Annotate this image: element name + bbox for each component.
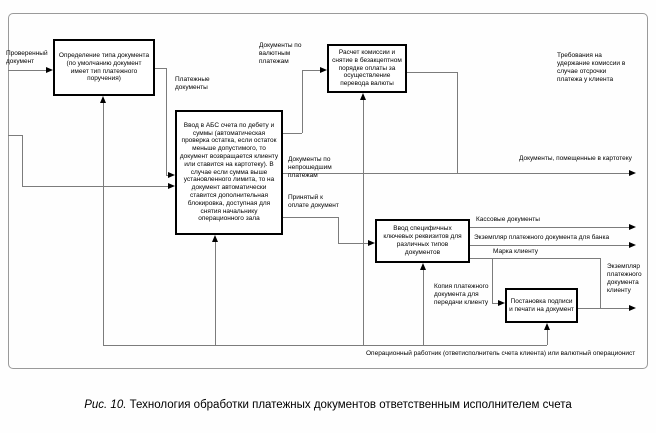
connector-cash-docs (470, 227, 630, 228)
box-define-type: Определение типа документа (по умолчанию документ имеет тип платежного поручения) (53, 39, 155, 96)
label-card-file-docs: Документы, помещенные в картотеку (519, 155, 632, 162)
label-cash-docs: Кассовые документы (476, 216, 540, 223)
label-checked-doc: Проверенный документ (6, 50, 48, 66)
box-key-requisites: Ввод специфичных ключевых реквизитов для различных типов документов (375, 219, 470, 263)
box-commission-calc: Расчет комиссии и снятие в безакцептном порядке оплаты за осуществление перевода валюты (327, 44, 407, 93)
figure-caption-text: Технология обработки платежных документов ответственным исполнителем счета (129, 399, 572, 411)
arrowhead-mech-commission (360, 93, 366, 100)
arrowhead-into-key-requisites (368, 240, 375, 246)
figure-caption-number: Рис. 10. (84, 399, 127, 411)
arrowhead-into-commission (320, 67, 327, 73)
arrowhead-into-define-type (46, 67, 53, 73)
connector-mech-d (423, 269, 424, 345)
figure-caption (0, 399, 656, 411)
connector-c-out-1 (407, 72, 457, 73)
arrowhead-client-copy-out (629, 305, 636, 311)
connector-a-to-b-2 (166, 68, 167, 175)
arrowhead-into-sign-stamp (498, 300, 505, 306)
arrowhead-mech-define-type (100, 96, 106, 103)
label-commission-req: Требования на удержание комиссии в случае отсрочки платежа у клиента (557, 52, 626, 84)
connector-b-to-d-1 (283, 217, 338, 218)
connector-mech-c (363, 99, 364, 345)
connector-mech-e (547, 329, 548, 345)
label-client-copy-out: Экземпляр платежного документа клиенту (607, 263, 642, 295)
arrowhead-card-file (629, 170, 636, 176)
arrowhead-mech-abs-entry (212, 235, 218, 242)
connector-b-to-c-2 (302, 70, 303, 133)
box-sign-stamp: Постановка подписи и печати на документ (505, 288, 578, 323)
connector-b-to-c-1 (283, 133, 302, 134)
connector-b-to-d-2 (338, 217, 339, 243)
label-currency-docs: Документы по валютным платежам (259, 42, 302, 66)
arrowhead-mech-sign-stamp (544, 323, 550, 330)
connector-e-out (578, 308, 630, 309)
arrowhead-cash-docs (629, 224, 636, 230)
label-operator: Операционный работник (ответисполнитель счета клиента) или валютный операционист (366, 350, 636, 357)
label-client-copy: Копия платежного документа для передачи клиенту (434, 283, 489, 307)
connector-checked-doc (8, 70, 48, 71)
connector-c-out-2 (457, 72, 458, 173)
label-payment-docs: Платежные документы (175, 76, 210, 92)
arrowhead-mech-key-requisites (420, 263, 426, 270)
arrowhead-bank-copy (629, 242, 636, 248)
label-client-mark: Марка клиенту (493, 248, 538, 255)
connector-mechanism (103, 345, 547, 346)
connector-b-to-d-3 (338, 243, 369, 244)
connector-mech-a (103, 102, 104, 345)
label-failed-docs: Документы по непрошедшим платежам (288, 156, 332, 180)
connector-bank-copy (470, 245, 630, 246)
connector-b-to-c-3 (302, 70, 321, 71)
connector-client-mark-2 (600, 258, 601, 308)
label-accepted-doc: Принятый к оплате документ (288, 194, 339, 210)
arrowhead-into-abs-entry-lower (168, 183, 175, 189)
connector-client-mark-1 (470, 258, 600, 259)
box-abs-entry: Ввод в АБС счета по дебету и суммы (автоматическая проверка остатка, если остаток меньше допустимого, то документ возвращается клиенту или ставится на картотеку). В случае если сумма выше установленного лимита, то на документ автоматически ставится дополнительная блокировка, доступная для снятия начальнику операционного зала (175, 110, 283, 235)
connector-frame-to-b-3 (22, 186, 169, 187)
connector-frame-to-b-1 (8, 135, 23, 136)
label-bank-copy: Экземпляр платежного документа для банка (474, 234, 610, 241)
arrowhead-into-abs-entry-upper (168, 172, 175, 178)
connector-frame-to-b-2 (22, 135, 23, 187)
connector-mech-b (215, 241, 216, 345)
